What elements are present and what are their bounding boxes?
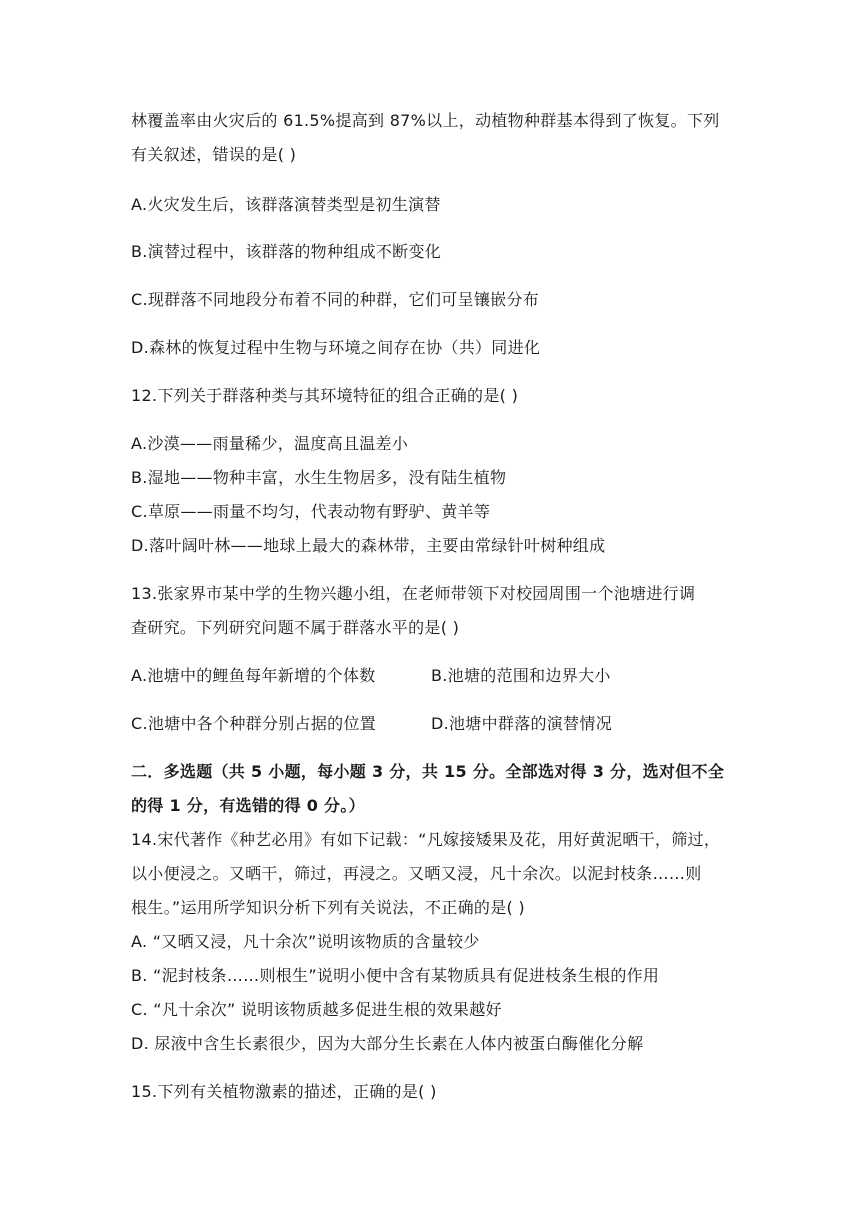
q14-stem-line-2: 以小便浸之。又晒干，筛过，再浸之。又晒又浸，凡十余次。以泥封枝条……则 <box>131 864 702 883</box>
q13-option-c: C.池塘中各个种群分别占据的位置 <box>131 714 377 733</box>
section-2-heading-line-1: 二．多选题（共 5 小题，每小题 3 分，共 15 分。全部选对得 3 分，选对但不全 <box>131 762 725 781</box>
q14-stem-line-1: 14.宋代著作《种艺必用》有如下记载：“凡嫁接矮果及花，用好黄泥晒干，筛过， <box>131 830 721 849</box>
q13-option-b: B.池塘的范围和边界大小 <box>431 666 611 685</box>
q13-option-a: A.池塘中的鲤鱼每年新增的个体数 <box>131 666 376 685</box>
q12-stem: 12.下列关于群落种类与其环境特征的组合正确的是( ) <box>131 386 519 405</box>
section-2-heading-line-2: 的得 1 分，有选错的得 0 分。） <box>131 796 365 815</box>
q11-option-d: D.森林的恢复过程中生物与环境之间存在协（共）同进化 <box>131 338 541 357</box>
q13-option-d: D.池塘中群落的演替情况 <box>431 714 613 733</box>
q14-option-d: D. 尿液中含生长素很少，因为大部分生长素在人体内被蛋白酶催化分解 <box>131 1034 644 1053</box>
q11-option-b: B.演替过程中，该群落的物种组成不断变化 <box>131 242 442 261</box>
q12-option-d: D.落叶阔叶林——地球上最大的森林带，主要由常绿针叶树种组成 <box>131 536 606 555</box>
q11-stem-line-2: 有关叙述，错误的是( ) <box>131 145 297 164</box>
q14-option-b: B. “泥封枝条……则根生”说明小便中含有某物质具有促进枝条生根的作用 <box>131 966 660 985</box>
q14-stem-line-3: 根生。”运用所学知识分析下列有关说法，不正确的是( ) <box>131 898 525 917</box>
q11-option-c: C.现群落不同地段分布着不同的种群，它们可呈镶嵌分布 <box>131 290 540 309</box>
q15-stem: 15.下列有关植物激素的描述，正确的是( ) <box>131 1082 437 1101</box>
q12-option-b: B.湿地——物种丰富，水生生物居多，没有陆生植物 <box>131 468 507 487</box>
q12-option-c: C.草原——雨量不均匀，代表动物有野驴、黄羊等 <box>131 502 491 521</box>
q14-option-c: C. “凡十余次” 说明该物质越多促进生根的效果越好 <box>131 1000 502 1019</box>
q13-stem-line-1: 13.张家界市某中学的生物兴趣小组，在老师带领下对校园周围一个池塘进行调 <box>131 584 696 603</box>
q12-option-a: A.沙漠——雨量稀少，温度高且温差小 <box>131 434 409 453</box>
q13-stem-line-2: 查研究。下列研究问题不属于群落水平的是( ) <box>131 618 460 637</box>
q11-stem-line-1: 林覆盖率由火灾后的 61.5%提高到 87%以上，动植物种群基本得到了恢复。下列 <box>131 111 720 130</box>
q11-option-a: A.火灾发生后，该群落演替类型是初生演替 <box>131 195 441 214</box>
q14-option-a: A. “又晒又浸，凡十余次”说明该物质的含量较少 <box>131 932 480 951</box>
